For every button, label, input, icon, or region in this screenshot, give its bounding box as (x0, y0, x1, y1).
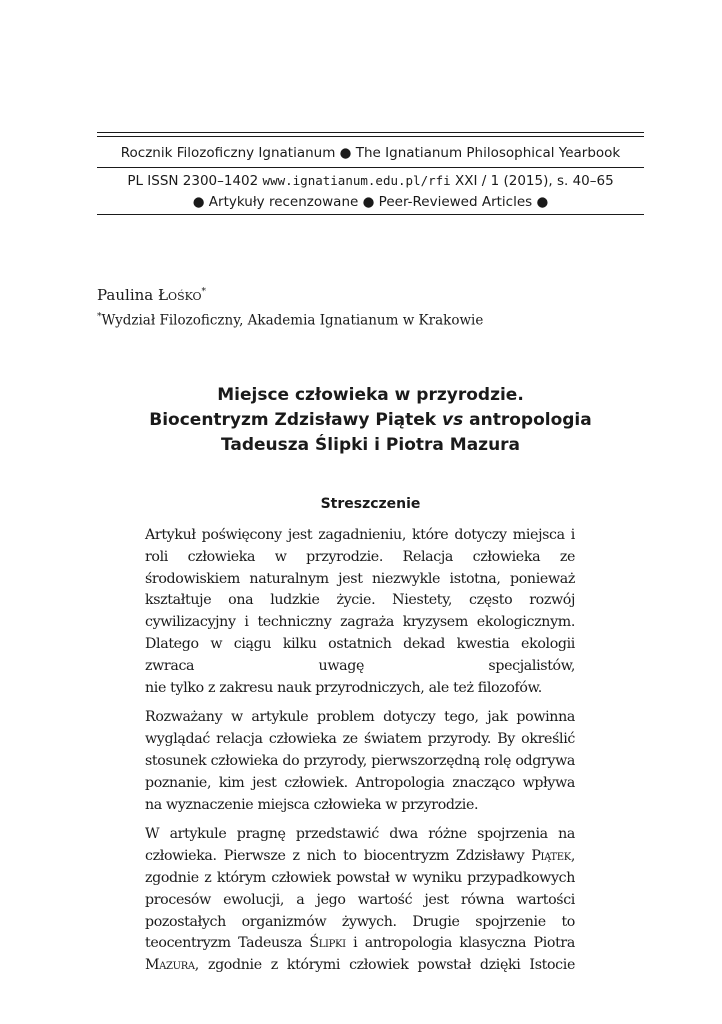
section-line: ● Artykuły recenzowane ● Peer-Reviewed Articles ● (192, 194, 549, 210)
abstract-paragraph-1 (145, 525, 575, 699)
abstract-p2-text: Rozważany w artykule problem dotyczy tego, jak powinna wyglądać relacja człowieka ze światem przyrody. By określić stosunek człowieka do przyrody, pierwszorzędną rolę odgrywa poznanie, kim jest człowiek. Antropologia znacząco wpływa (145, 709, 575, 791)
author-first-name: Paulina (97, 286, 154, 304)
article-title (97, 383, 644, 458)
header-bottom-rule (97, 214, 644, 215)
title-line-2 (97, 408, 644, 433)
abstract-p3-d: , zgodnie z którymi człowiek powstał dzięki Istocie (194, 957, 575, 974)
title-line-1: Miejsce człowieka w przyrodzie. (217, 385, 524, 405)
header-top-rule-1 (97, 132, 644, 133)
affiliation-text: Wydział Filozoficzny, Akademia Ignatianum w Krakowie (101, 312, 484, 329)
author-name (97, 286, 206, 304)
title-line-2-a: Biocentryzm Zdzisławy Piątek (149, 410, 443, 430)
author-affiliation (97, 312, 483, 329)
title-vs: vs (442, 410, 464, 430)
journal-line: Rocznik Filozoficzny Ignatianum ● The Ignatianum Philosophical Yearbook (120, 145, 621, 161)
abstract-p3-name-piatek: Piątek (531, 848, 571, 865)
header-top-rule-2 (97, 136, 644, 137)
abstract-p3-name-slipki: Ślipki (309, 935, 346, 952)
abstract-paragraph-3 (145, 824, 575, 977)
author-marker: * (201, 287, 207, 297)
issn: PL ISSN 2300–1402 (127, 173, 259, 189)
author-surname: Łośko (158, 286, 202, 304)
abstract-p1-last-line: nie tylko z zakresu nauk przyrodniczych, ale też filozofów. (145, 679, 542, 696)
title-line-3: Tadeusza Ślipki i Piotra Mazura (220, 435, 521, 455)
volume-pages: XXI / 1 (2015), s. 40–65 (455, 173, 614, 189)
abstract-p3-b: , zgodnie z którym człowiek powstał w wyniku przypadkowych procesów ewolucji, a jego wartość jest równa wartości pozostałych organizmów żywych. Drugie spojrzenie to teocentryzm Tadeusza (145, 848, 575, 952)
abstract-p1-text: Artykuł poświęcony jest zagadnieniu, które dotyczy miejsca i roli człowieka w przyrodzie. Relacja człowieka ze środowiskiem naturalnym jest niezwykle istotna, ponieważ kształtuje ona ludzkie życie. Niestety, często rozwój cywilizacyjny i techniczny zagraża kryzysem ekologicznym. Dlatego w ciągu kilku ostatnich dekad kwestia ekologii zwraca uwagę specjalistów, (145, 527, 575, 674)
header-mid-rule (97, 167, 644, 168)
issn-line (97, 173, 644, 189)
journal-url[interactable]: www.ignatianum.edu.pl/rfi (262, 173, 451, 188)
abstract-heading: Streszczenie (320, 496, 421, 512)
abstract-p3-c: i antropologia klasyczna Piotra (345, 935, 575, 952)
abstract-p3-a: W artykule pragnę przedstawić dwa różne spojrzenia na człowieka. Pierwsze z nich to biocentryzm Zdzisławy (145, 826, 575, 865)
abstract-body (145, 525, 575, 985)
abstract-paragraph-2 (145, 707, 575, 816)
title-line-2-b: antropologia (463, 410, 592, 430)
abstract-p2-last-line: na wyznaczenie miejsca człowieka w przyrodzie. (145, 796, 479, 813)
affiliation-marker: * (97, 312, 102, 322)
abstract-p3-name-mazur: Mazura (145, 957, 195, 974)
